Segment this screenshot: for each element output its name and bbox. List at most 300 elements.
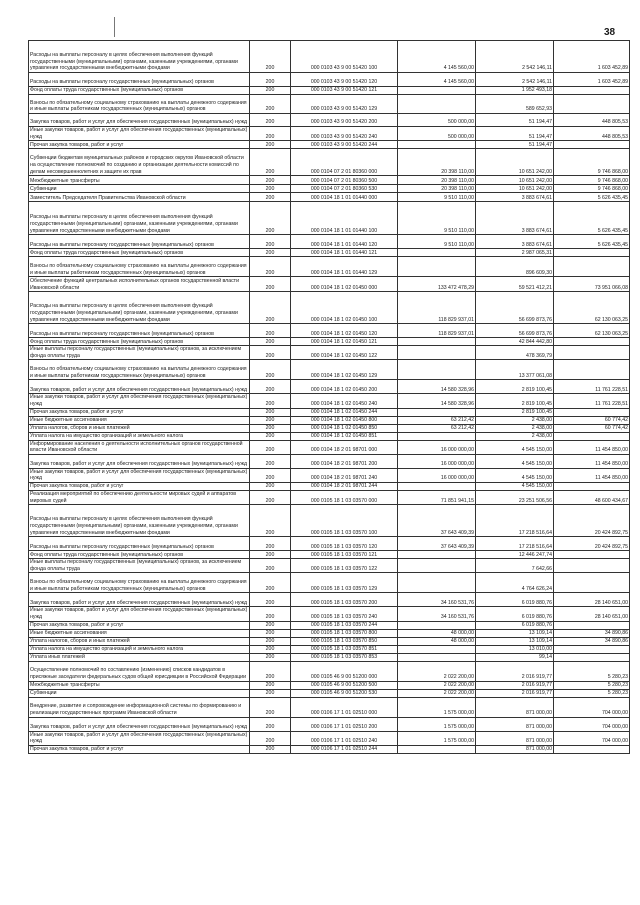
- table-row: [29, 380, 630, 394]
- row-code: 200: [250, 416, 291, 424]
- row-code: 200: [250, 380, 291, 394]
- row-kbk: 000 0105 46 9 00 51200 500: [291, 681, 398, 689]
- row-approved: 34 160 531,76: [398, 593, 476, 607]
- table-row: [29, 249, 630, 257]
- row-executed: 17 218 516,64: [476, 505, 554, 537]
- table-row: [29, 482, 630, 490]
- row-name: Обеспечение функций центральных исполнительных органов государственной власти Ивановской области: [29, 277, 250, 292]
- row-name: Закупка товаров, работ и услуг для обеспечения государственных (муниципальных) нужд: [29, 593, 250, 607]
- row-remaining: [554, 432, 630, 440]
- row-kbk: 000 0105 46 9 00 51200 530: [291, 689, 398, 697]
- row-executed: 3 883 674,61: [476, 193, 554, 202]
- row-name: Иные закупки товаров, работ и услуг для обеспечения государственных (муниципальных) нужд: [29, 731, 250, 745]
- table-row: [29, 440, 630, 454]
- row-executed: 2 016 919,77: [476, 661, 554, 681]
- row-remaining: 28 140 651,00: [554, 593, 630, 607]
- row-code: 200: [250, 629, 291, 637]
- row-approved: [398, 745, 476, 753]
- row-approved: [398, 408, 476, 416]
- row-remaining: [554, 559, 630, 573]
- row-name: Закупка товаров, работ и услуг для обеспечения государственных (муниципальных) нужд: [29, 454, 250, 468]
- row-approved: [398, 257, 476, 277]
- row-name: Иные закупки товаров, работ и услуг для обеспечения государственных (муниципальных) нужд: [29, 468, 250, 482]
- row-name: Прочая закупка товаров, работ и услуг: [29, 141, 250, 149]
- row-name: Взносы по обязательному социальному страхованию на выплаты денежного содержания и иные выплаты работникам государственных (муниципальных) органов: [29, 573, 250, 593]
- row-kbk: 000 0104 18 1 01 01440 129: [291, 257, 398, 277]
- row-approved: [398, 645, 476, 653]
- row-approved: [398, 338, 476, 346]
- row-executed: 13 109,14: [476, 637, 554, 645]
- row-approved: 9 510 110,00: [398, 202, 476, 235]
- row-name: Прочая закупка товаров, работ и услуг: [29, 621, 250, 629]
- table-row: [29, 277, 630, 292]
- row-executed: 12 446 247,74: [476, 551, 554, 559]
- row-name: Иные выплаты персоналу государственных (муниципальных) органов, за исключением фонда оплаты труда: [29, 346, 250, 360]
- table-row: [29, 573, 630, 593]
- row-approved: 118 829 937,01: [398, 324, 476, 338]
- row-remaining: 5 626 435,45: [554, 202, 630, 235]
- row-name: Закупка товаров, работ и услуг для обеспечения государственных (муниципальных) нужд: [29, 380, 250, 394]
- row-code: 200: [250, 551, 291, 559]
- row-approved: 16 000 000,00: [398, 440, 476, 454]
- row-executed: 871 000,00: [476, 697, 554, 717]
- row-code: 200: [250, 505, 291, 537]
- row-code: 200: [250, 324, 291, 338]
- row-name: Субвенции: [29, 689, 250, 697]
- row-name: Фонд оплаты труда государственных (муниципальных) органов: [29, 338, 250, 346]
- row-kbk: 000 0106 17 1 01 02510 000: [291, 697, 398, 717]
- row-kbk: 000 0104 18 2 01 98701 000: [291, 440, 398, 454]
- row-executed: 1 952 493,18: [476, 87, 554, 95]
- row-kbk: 000 0104 18 1 01 01440 100: [291, 202, 398, 235]
- row-code: 200: [250, 338, 291, 346]
- budget-table-body: [29, 41, 630, 754]
- row-name: Расходы на выплаты персоналу в целях обеспечения выполнения функций государственными (муниципальными) органами, казенными учреждениями, органами управления государственными внебюджетными фондами: [29, 41, 250, 73]
- row-kbk: 000 0104 18 1 02 01450 000: [291, 277, 398, 292]
- table-row: [29, 141, 630, 149]
- row-kbk: 000 0104 07 2 01 80360 530: [291, 185, 398, 193]
- row-approved: [398, 360, 476, 380]
- row-approved: 20 398 110,00: [398, 149, 476, 176]
- row-remaining: [554, 482, 630, 490]
- row-executed: 871 000,00: [476, 745, 554, 753]
- row-approved: 9 510 110,00: [398, 235, 476, 249]
- row-code: 200: [250, 717, 291, 731]
- row-executed: 10 651 242,00: [476, 185, 554, 193]
- row-name: Иные бюджетные ассигнования: [29, 629, 250, 637]
- row-executed: 2 438,00: [476, 416, 554, 424]
- row-approved: [398, 346, 476, 360]
- row-executed: 2 987 065,31: [476, 249, 554, 257]
- row-approved: 34 160 531,76: [398, 607, 476, 621]
- row-executed: 2 016 919,77: [476, 681, 554, 689]
- row-remaining: [554, 551, 630, 559]
- row-name: Взносы по обязательному социальному страхованию на выплаты денежного содержания и иные выплаты работникам государственных (муниципальных) органов: [29, 95, 250, 114]
- row-executed: 2 438,00: [476, 424, 554, 432]
- row-kbk: 000 0104 18 1 02 01450 122: [291, 346, 398, 360]
- row-name: Расходы на выплаты персоналу в целях обеспечения выполнения функций государственными (муниципальными) органами, казенными учреждениями, органами управления государственными внебюджетными фондами: [29, 202, 250, 235]
- row-name: Прочая закупка товаров, работ и услуг: [29, 408, 250, 416]
- table-row: [29, 235, 630, 249]
- row-kbk: 000 0105 18 1 03 03570 244: [291, 621, 398, 629]
- row-kbk: 000 0104 18 2 01 98701 240: [291, 468, 398, 482]
- row-executed: 2 016 919,77: [476, 689, 554, 697]
- row-approved: 2 022 200,00: [398, 661, 476, 681]
- row-kbk: 000 0105 18 1 03 03570 850: [291, 637, 398, 645]
- row-executed: 10 651 242,00: [476, 176, 554, 185]
- row-kbk: 000 0105 18 1 03 03570 129: [291, 573, 398, 593]
- row-name: Прочая закупка товаров, работ и услуг: [29, 482, 250, 490]
- row-code: 200: [250, 235, 291, 249]
- budget-report-sheet: [28, 40, 628, 754]
- margin-mark: [114, 17, 115, 37]
- table-row: [29, 432, 630, 440]
- row-name: Прочая закупка товаров, работ и услуг: [29, 745, 250, 753]
- row-executed: 10 651 242,00: [476, 149, 554, 176]
- row-remaining: 1 603 452,89: [554, 41, 630, 73]
- row-kbk: 000 0106 17 1 01 02510 200: [291, 717, 398, 731]
- row-kbk: 000 0104 07 2 01 80360 000: [291, 149, 398, 176]
- row-remaining: [554, 87, 630, 95]
- table-row: [29, 149, 630, 176]
- row-kbk: 000 0105 18 1 03 03570 100: [291, 505, 398, 537]
- row-executed: 2 438,00: [476, 432, 554, 440]
- row-kbk: 000 0105 46 9 00 51200 000: [291, 661, 398, 681]
- row-remaining: 448 805,53: [554, 114, 630, 127]
- row-code: 200: [250, 73, 291, 87]
- row-executed: 6 019 880,76: [476, 621, 554, 629]
- row-kbk: 000 0103 43 9 00 51420 120: [291, 73, 398, 87]
- row-approved: 4 145 560,00: [398, 73, 476, 87]
- row-executed: 3 883 674,61: [476, 235, 554, 249]
- row-code: 200: [250, 653, 291, 661]
- row-kbk: 000 0103 43 9 00 51420 121: [291, 87, 398, 95]
- row-code: 200: [250, 408, 291, 416]
- row-executed: 478 369,79: [476, 346, 554, 360]
- row-approved: 16 000 000,00: [398, 454, 476, 468]
- row-name: Субвенции бюджетам муниципальных районов и городских округов Ивановской области на осуществление полномочий по созданию и организации деятельности комиссий по делам несовершеннолетних и защите их прав: [29, 149, 250, 176]
- row-remaining: 5 626 435,45: [554, 193, 630, 202]
- row-approved: 71 851 941,15: [398, 490, 476, 504]
- row-kbk: 000 0104 07 2 01 80360 500: [291, 176, 398, 185]
- row-code: 200: [250, 607, 291, 621]
- row-name: Фонд оплаты труда государственных (муниципальных) органов: [29, 87, 250, 95]
- row-name: Фонд оплаты труда государственных (муниципальных) органов: [29, 249, 250, 257]
- row-kbk: 000 0105 18 1 03 03570 121: [291, 551, 398, 559]
- row-executed: 871 000,00: [476, 731, 554, 745]
- row-kbk: 000 0104 18 1 02 01450 850: [291, 424, 398, 432]
- row-executed: 13 109,14: [476, 629, 554, 637]
- row-executed: 51 194,47: [476, 127, 554, 141]
- row-code: 200: [250, 697, 291, 717]
- row-approved: 9 510 110,00: [398, 193, 476, 202]
- row-executed: 4 545 150,00: [476, 454, 554, 468]
- table-row: [29, 717, 630, 731]
- row-name: Иные закупки товаров, работ и услуг для обеспечения государственных (муниципальных) нужд: [29, 394, 250, 408]
- row-approved: 118 829 937,01: [398, 292, 476, 324]
- table-row: [29, 637, 630, 645]
- row-name: Уплата налога на имущество организаций и земельного налога: [29, 645, 250, 653]
- row-code: 200: [250, 277, 291, 292]
- table-row: [29, 490, 630, 504]
- table-row: [29, 621, 630, 629]
- table-row: [29, 176, 630, 185]
- row-kbk: 000 0104 18 1 02 01450 129: [291, 360, 398, 380]
- row-kbk: 000 0105 18 1 03 03570 000: [291, 490, 398, 504]
- row-code: 200: [250, 661, 291, 681]
- row-code: 200: [250, 87, 291, 95]
- row-executed: 896 609,30: [476, 257, 554, 277]
- table-row: [29, 360, 630, 380]
- row-executed: 2 819 100,45: [476, 380, 554, 394]
- table-row: [29, 424, 630, 432]
- row-executed: 59 521 412,21: [476, 277, 554, 292]
- table-row: [29, 346, 630, 360]
- row-remaining: [554, 141, 630, 149]
- row-approved: 1 575 000,00: [398, 731, 476, 745]
- table-row: [29, 95, 630, 114]
- row-code: 200: [250, 593, 291, 607]
- row-remaining: 60 774,42: [554, 424, 630, 432]
- table-row: [29, 629, 630, 637]
- row-kbk: 000 0103 43 9 00 51420 240: [291, 127, 398, 141]
- row-code: 200: [250, 114, 291, 127]
- row-code: 200: [250, 95, 291, 114]
- row-kbk: 000 0104 18 1 01 01440 000: [291, 193, 398, 202]
- row-remaining: 34 890,86: [554, 637, 630, 645]
- row-approved: 20 398 110,00: [398, 185, 476, 193]
- row-kbk: 000 0105 18 1 03 03570 851: [291, 645, 398, 653]
- row-code: 200: [250, 149, 291, 176]
- row-remaining: [554, 360, 630, 380]
- table-row: [29, 394, 630, 408]
- row-code: 200: [250, 292, 291, 324]
- table-row: [29, 41, 630, 73]
- row-name: Уплата налогов, сборов и иных платежей: [29, 424, 250, 432]
- row-code: 200: [250, 176, 291, 185]
- row-approved: 2 022 200,00: [398, 689, 476, 697]
- row-kbk: 000 0105 18 1 03 03570 120: [291, 537, 398, 551]
- row-approved: 14 580 328,96: [398, 394, 476, 408]
- row-remaining: 1 603 452,89: [554, 73, 630, 87]
- row-approved: [398, 432, 476, 440]
- row-code: 200: [250, 468, 291, 482]
- row-name: Расходы на выплаты персоналу государственных (муниципальных) органов: [29, 324, 250, 338]
- row-remaining: [554, 408, 630, 416]
- row-name: Иные бюджетные ассигнования: [29, 416, 250, 424]
- row-executed: 2 819 100,45: [476, 394, 554, 408]
- row-remaining: [554, 653, 630, 661]
- row-approved: [398, 653, 476, 661]
- row-code: 200: [250, 360, 291, 380]
- row-kbk: 000 0104 18 1 02 01450 240: [291, 394, 398, 408]
- table-row: [29, 193, 630, 202]
- row-name: Расходы на выплаты персоналу в целях обеспечения выполнения функций государственными (муниципальными) органами, казенными учреждениями, органами управления государственными внебюджетными фондами: [29, 505, 250, 537]
- row-executed: 42 844 442,80: [476, 338, 554, 346]
- row-name: Иные закупки товаров, работ и услуг для обеспечения государственных (муниципальных) нужд: [29, 607, 250, 621]
- row-approved: 1 575 000,00: [398, 697, 476, 717]
- row-remaining: 20 424 892,75: [554, 537, 630, 551]
- row-remaining: 11 761 228,51: [554, 394, 630, 408]
- row-approved: [398, 249, 476, 257]
- row-kbk: 000 0104 18 1 01 01440 121: [291, 249, 398, 257]
- row-code: 200: [250, 573, 291, 593]
- row-executed: 51 194,47: [476, 141, 554, 149]
- row-remaining: [554, 346, 630, 360]
- row-approved: [398, 573, 476, 593]
- row-name: Закупка товаров, работ и услуг для обеспечения государственных (муниципальных) нужд: [29, 717, 250, 731]
- row-kbk: 000 0104 18 1 02 01450 200: [291, 380, 398, 394]
- row-remaining: [554, 95, 630, 114]
- row-executed: 4 545 150,00: [476, 440, 554, 454]
- row-remaining: 704 000,00: [554, 731, 630, 745]
- row-kbk: 000 0103 43 9 00 51420 200: [291, 114, 398, 127]
- row-approved: 2 022 200,00: [398, 681, 476, 689]
- row-code: 200: [250, 394, 291, 408]
- row-remaining: 73 951 066,08: [554, 277, 630, 292]
- row-code: 200: [250, 41, 291, 73]
- row-kbk: 000 0104 18 1 02 01450 800: [291, 416, 398, 424]
- row-approved: 63 212,42: [398, 424, 476, 432]
- row-code: 200: [250, 559, 291, 573]
- row-remaining: 48 600 434,67: [554, 490, 630, 504]
- table-row: [29, 593, 630, 607]
- row-kbk: 000 0105 18 1 03 03570 122: [291, 559, 398, 573]
- row-name: Иные закупки товаров, работ и услуг для обеспечения государственных (муниципальных) нужд: [29, 127, 250, 141]
- row-executed: 13 010,00: [476, 645, 554, 653]
- table-row: [29, 653, 630, 661]
- table-row: [29, 127, 630, 141]
- row-approved: 48 000,00: [398, 637, 476, 645]
- row-code: 200: [250, 681, 291, 689]
- row-remaining: 34 890,86: [554, 629, 630, 637]
- table-row: [29, 607, 630, 621]
- table-row: [29, 551, 630, 559]
- table-row: [29, 324, 630, 338]
- row-name: Информирование населения о деятельности исполнительных органов государственной власти Ивановской области: [29, 440, 250, 454]
- row-remaining: 9 746 868,00: [554, 185, 630, 193]
- row-code: 200: [250, 185, 291, 193]
- row-code: 200: [250, 745, 291, 753]
- row-approved: [398, 141, 476, 149]
- table-row: [29, 416, 630, 424]
- row-approved: 133 472 478,29: [398, 277, 476, 292]
- row-kbk: 000 0106 17 1 01 02510 244: [291, 745, 398, 753]
- row-executed: 2 819 100,45: [476, 408, 554, 416]
- row-approved: [398, 87, 476, 95]
- row-code: 200: [250, 482, 291, 490]
- row-approved: 37 643 409,39: [398, 505, 476, 537]
- row-code: 200: [250, 645, 291, 653]
- row-name: Уплата налогов, сборов и иных платежей: [29, 637, 250, 645]
- row-name: Расходы на выплаты персоналу в целях обеспечения выполнения функций государственными (муниципальными) органами, казенными учреждениями, органами управления государственными внебюджетными фондами: [29, 292, 250, 324]
- row-executed: 3 883 674,61: [476, 202, 554, 235]
- row-kbk: 000 0104 18 2 01 98701 200: [291, 454, 398, 468]
- budget-table: [28, 40, 630, 754]
- table-row: [29, 257, 630, 277]
- row-name: Межбюджетные трансферты: [29, 681, 250, 689]
- row-remaining: 5 280,23: [554, 681, 630, 689]
- table-row: [29, 73, 630, 87]
- row-remaining: 5 280,23: [554, 689, 630, 697]
- row-code: 200: [250, 490, 291, 504]
- table-row: [29, 559, 630, 573]
- row-kbk: 000 0103 43 9 00 51420 100: [291, 41, 398, 73]
- row-remaining: 11 761 228,51: [554, 380, 630, 394]
- row-kbk: 000 0104 18 1 02 01450 851: [291, 432, 398, 440]
- row-code: 200: [250, 141, 291, 149]
- row-remaining: [554, 257, 630, 277]
- row-executed: 17 218 516,64: [476, 537, 554, 551]
- table-row: [29, 645, 630, 653]
- table-row: [29, 202, 630, 235]
- table-row: [29, 454, 630, 468]
- row-approved: 500 000,00: [398, 127, 476, 141]
- row-remaining: 20 424 892,75: [554, 505, 630, 537]
- row-name: Взносы по обязательному социальному страхованию на выплаты денежного содержания и иные выплаты работникам государственных (муниципальных) органов: [29, 360, 250, 380]
- row-executed: 7 642,66: [476, 559, 554, 573]
- table-row: [29, 87, 630, 95]
- row-remaining: 11 454 850,00: [554, 440, 630, 454]
- row-approved: 48 000,00: [398, 629, 476, 637]
- row-approved: [398, 482, 476, 490]
- row-name: Уплата иных платежей: [29, 653, 250, 661]
- row-code: 200: [250, 202, 291, 235]
- row-code: 200: [250, 537, 291, 551]
- row-approved: 14 580 328,96: [398, 380, 476, 394]
- row-remaining: 11 454 850,00: [554, 468, 630, 482]
- row-executed: 589 652,93: [476, 95, 554, 114]
- row-approved: [398, 621, 476, 629]
- table-row: [29, 468, 630, 482]
- row-name: Межбюджетные трансферты: [29, 176, 250, 185]
- row-kbk: 000 0104 18 1 02 01450 244: [291, 408, 398, 416]
- row-remaining: 60 774,42: [554, 416, 630, 424]
- row-approved: 500 000,00: [398, 114, 476, 127]
- row-remaining: 11 454 850,00: [554, 454, 630, 468]
- row-executed: 6 019 880,76: [476, 593, 554, 607]
- row-remaining: 704 000,00: [554, 717, 630, 731]
- row-executed: 56 699 873,76: [476, 292, 554, 324]
- row-kbk: 000 0105 18 1 03 03570 853: [291, 653, 398, 661]
- row-kbk: 000 0104 18 1 02 01450 100: [291, 292, 398, 324]
- row-code: 200: [250, 731, 291, 745]
- row-kbk: 000 0104 18 2 01 98701 244: [291, 482, 398, 490]
- row-kbk: 000 0103 43 9 00 51420 244: [291, 141, 398, 149]
- row-remaining: 448 805,53: [554, 127, 630, 141]
- row-name: Взносы по обязательному социальному страхованию на выплаты денежного содержания и иные выплаты работникам государственных (муниципальных) органов: [29, 257, 250, 277]
- row-code: 200: [250, 346, 291, 360]
- row-remaining: 9 746 868,00: [554, 176, 630, 185]
- row-remaining: [554, 645, 630, 653]
- row-kbk: 000 0105 18 1 03 03570 240: [291, 607, 398, 621]
- row-approved: 63 212,42: [398, 416, 476, 424]
- row-kbk: 000 0103 43 9 00 51420 129: [291, 95, 398, 114]
- row-approved: 37 643 409,39: [398, 537, 476, 551]
- row-executed: 13 377 061,08: [476, 360, 554, 380]
- table-row: [29, 661, 630, 681]
- row-name: Внедрение, развитие и сопровождение информационной системы по формированию и реализации государственных программ Ивановской области: [29, 697, 250, 717]
- row-remaining: 5 280,23: [554, 661, 630, 681]
- row-code: 200: [250, 689, 291, 697]
- row-executed: 2 542 146,11: [476, 73, 554, 87]
- row-code: 200: [250, 257, 291, 277]
- row-name: Расходы на выплаты персоналу государственных (муниципальных) органов: [29, 73, 250, 87]
- row-code: 200: [250, 621, 291, 629]
- table-row: [29, 505, 630, 537]
- row-kbk: 000 0104 18 1 02 01450 121: [291, 338, 398, 346]
- row-approved: 4 145 560,00: [398, 41, 476, 73]
